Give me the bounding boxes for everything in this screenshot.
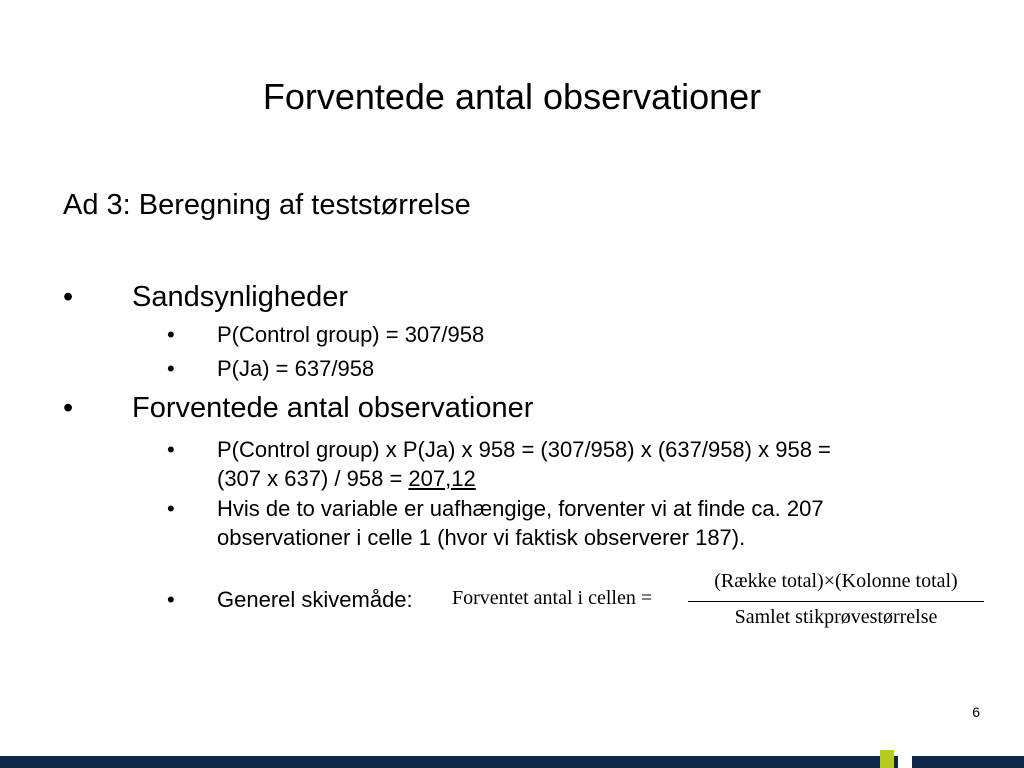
bullet-heading: Sandsynligheder — [132, 281, 349, 313]
calc-line-1: P(Control group) x P(Ja) x 958 = (307/958) x (637/958) x 958 = — [217, 437, 831, 462]
sub-bullet-text — [217, 435, 831, 493]
sub-bullet-dot: • — [167, 496, 175, 521]
bullet-dot: • — [63, 392, 74, 424]
formula-lhs: Forventet antal i cellen = — [452, 587, 653, 609]
bullet-heading: Forventede antal observationer — [132, 392, 534, 424]
sub-bullet-dot: • — [167, 587, 175, 612]
note-line-2: observationer i celle 1 (hvor vi faktisk observerer 187). — [217, 525, 746, 550]
formula-numerator: (Række total)×(Kolonne total) — [714, 570, 958, 592]
sub-bullet-text: P(Control group) = 307/958 — [217, 322, 485, 347]
sub-bullet-text: P(Ja) = 637/958 — [217, 356, 375, 381]
sub-bullet-dot: • — [167, 356, 175, 381]
footer-bar — [0, 756, 1024, 768]
page-number: 6 — [972, 704, 980, 720]
sub-bullet-dot: • — [167, 322, 175, 347]
sub-bullet-dot: • — [167, 437, 175, 462]
sub-bullet-text: Generel skivemåde: — [217, 587, 413, 612]
formula-denominator: Samlet stikprøvestørrelse — [734, 606, 938, 628]
calc-line-2-prefix: (307 x 637) / 958 = — [217, 466, 409, 491]
calc-result: 207,12 — [408, 466, 476, 491]
footer-accent-square — [880, 750, 894, 768]
slide-title: Forventede antal observationer — [262, 76, 762, 117]
footer-accent-gap — [898, 750, 912, 768]
sub-bullet-text — [217, 494, 824, 552]
formula-fraction-bar — [688, 601, 984, 602]
bullet-dot: • — [63, 281, 74, 313]
note-line-1: Hvis de to variable er uafhængige, forventer vi at finde ca. 207 — [217, 496, 824, 521]
slide-subtitle: Ad 3: Beregning af teststørrelse — [63, 189, 471, 221]
